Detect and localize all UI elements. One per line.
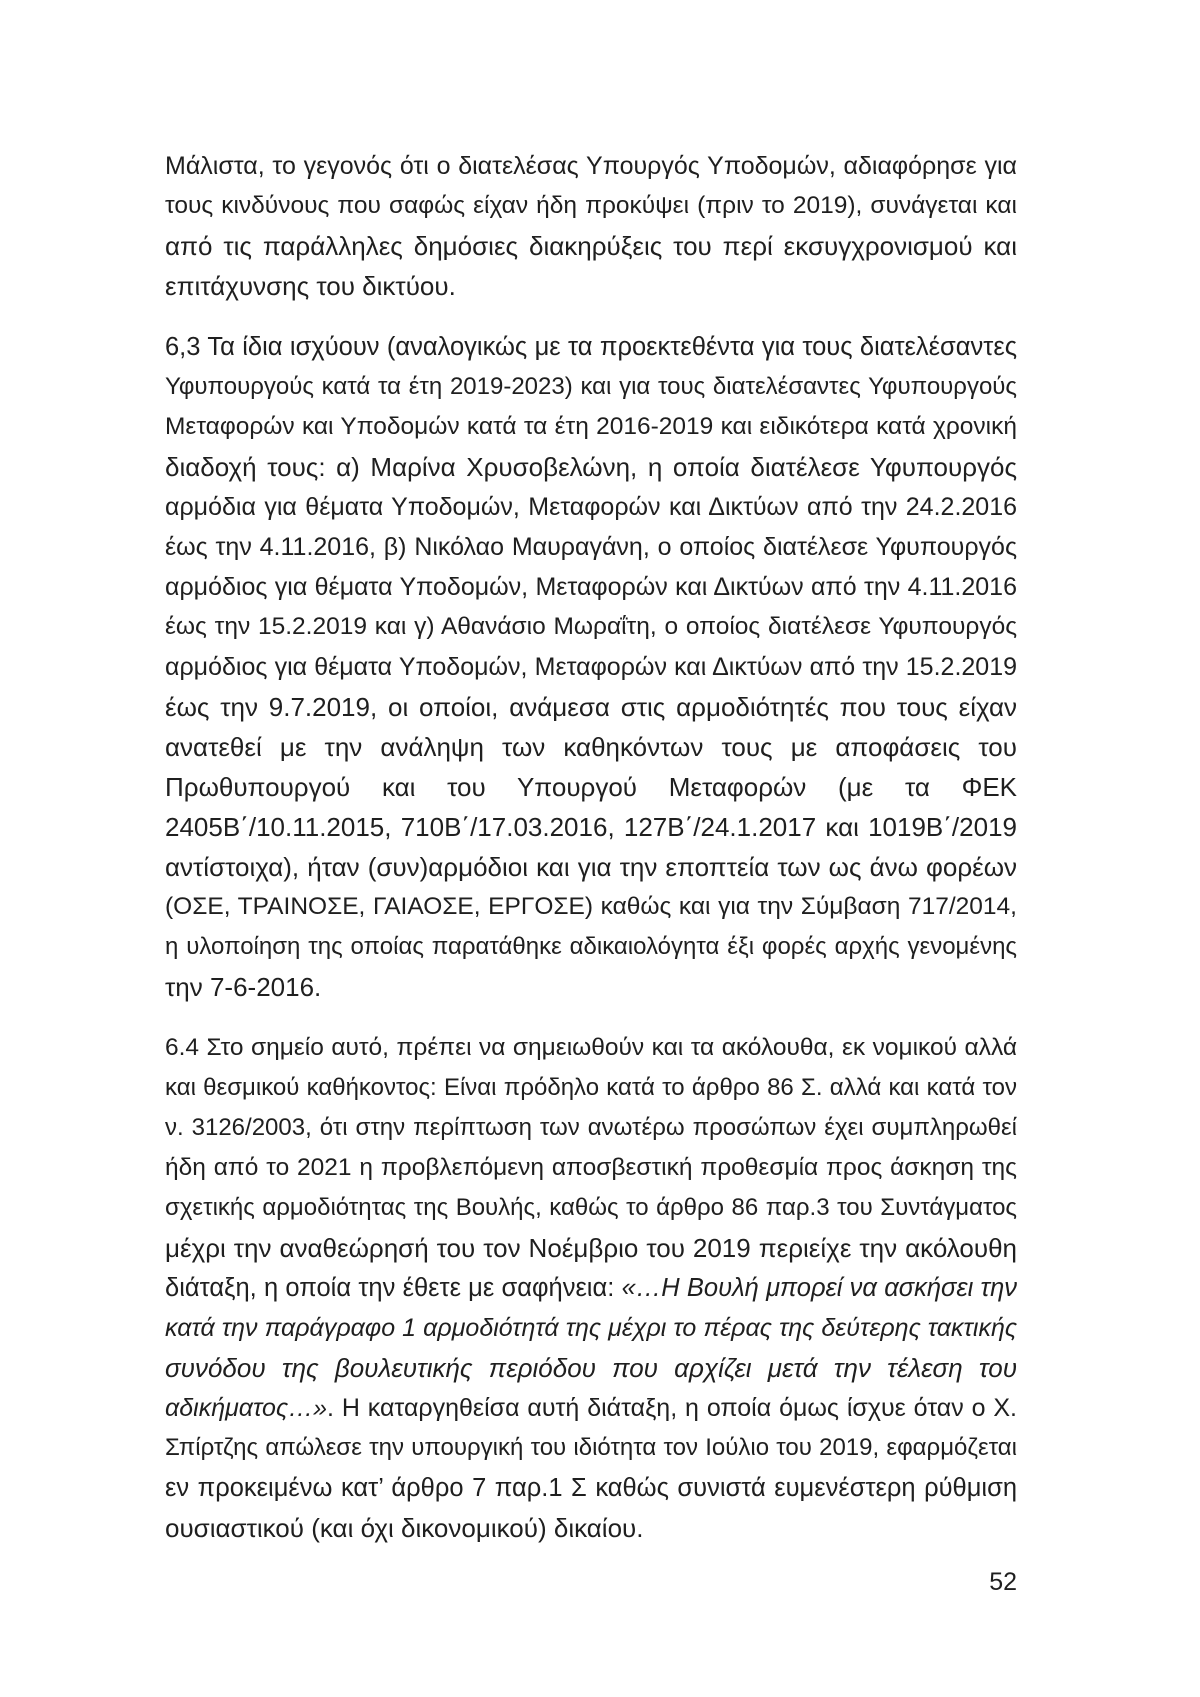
text-segment: εν προκειμένω κατ’ άρθρο 7 παρ.1 Σ καθώς συνιστά ευμενέστερη ρύθμιση xyxy=(165,1474,1017,1502)
text-segment: αρμόδιος για θέματα Υποδομών, Μεταφορών και Δικτύων από την 15.2.2019 xyxy=(165,653,1017,681)
quoted-italic-text: αδικήματος…» xyxy=(165,1394,327,1422)
text-line xyxy=(165,1148,1017,1188)
page-number: 52 xyxy=(989,1568,1017,1596)
text-segment: Μάλιστα, το γεγονός ότι ο διατελέσας Υπουργός Υποδομών, αδιαφόρησε για xyxy=(165,152,1017,180)
text-segment: επιτάχυνσης του δικτύου. xyxy=(165,271,456,301)
text-segment: Πρωθυπουργού και του Υπουργού Μεταφορών (με τα ΦΕΚ xyxy=(165,772,1017,802)
text-line xyxy=(165,266,1017,306)
text-line xyxy=(165,226,1017,266)
text-line xyxy=(165,407,1017,447)
text-segment: αρμόδιος για θέματα Υποδομών, Μεταφορών και Δικτύων από την 4.11.2016 xyxy=(165,573,1017,601)
text-segment: 2405Β΄/10.11.2015, 710Β΄/17.03.2016, 127Β΄/24.1.2017 και 1019Β΄/2019 xyxy=(165,812,1017,842)
text-line xyxy=(165,1108,1017,1148)
text-segment: έως την 9.7.2019, οι οποίοι, ανάμεσα στις αρμοδιότητές που τους είχαν xyxy=(165,692,1017,722)
text-line xyxy=(165,647,1017,687)
text-segment: διαδοχή τους: α) Μαρίνα Χρυσοβελώνη, η οποία διατέλεσε Υφυπουργός xyxy=(165,452,1017,482)
text-line xyxy=(165,727,1017,767)
text-line xyxy=(165,367,1017,407)
text-line xyxy=(165,1228,1017,1268)
text-line xyxy=(165,847,1017,887)
text-segment: και θεσμικού καθήκοντος: Είναι πρόδηλο κατά το άρθρο 86 Σ. αλλά και κατά τον xyxy=(165,1074,1017,1101)
text-line xyxy=(165,1428,1017,1468)
text-segment: διάταξη, η οποία την έθετε με σαφήνεια: xyxy=(165,1274,622,1302)
text-line xyxy=(165,687,1017,727)
text-line xyxy=(165,1188,1017,1228)
text-segment: ήδη από το 2021 η προβλεπόμενη αποσβεστική προθεσμία προς άσκηση της xyxy=(165,1154,1017,1181)
text-line xyxy=(165,567,1017,607)
text-segment: 6.4 Στο σημείο αυτό, πρέπει να σημειωθούν και τα ακόλουθα, εκ νομικού αλλά xyxy=(165,1034,1017,1061)
paragraph xyxy=(165,1028,1017,1548)
text-segment: μέχρι την αναθεώρησή του τον Νοέμβριο του 2019 περιείχε την ακόλουθη xyxy=(165,1233,1017,1263)
text-segment: ανατεθεί με την ανάληψη των καθηκόντων τους με αποφάσεις του xyxy=(165,732,1017,762)
text-line xyxy=(165,186,1017,226)
text-line xyxy=(165,327,1017,367)
text-segment: Σπίρτζης απώλεσε την υπουργική του ιδιότητα τον Ιούλιο του 2019, εφαρμόζεται xyxy=(165,1434,1017,1461)
text-line xyxy=(165,767,1017,807)
text-segment: από τις παράλληλες δημόσιες διακηρύξεις του περί εκσυγχρονισμού και xyxy=(165,231,1017,261)
text-line xyxy=(165,927,1017,967)
text-segment: σχετικής αρμοδιότητας της Βουλής, καθώς το άρθρο 86 παρ.3 του Συντάγματος xyxy=(165,1194,1017,1221)
text-segment: αρμόδια για θέματα Υποδομών, Μεταφορών και Δικτύων από την 24.2.2016 xyxy=(165,493,1017,521)
text-line xyxy=(165,607,1017,647)
text-line xyxy=(165,1268,1017,1308)
text-line xyxy=(165,487,1017,527)
text-segment: η υλοποίηση της οποίας παρατάθηκε αδικαιολόγητα έξι φορές αρχής γενομένης xyxy=(165,933,1017,960)
text-line xyxy=(165,1388,1017,1428)
text-segment: Μεταφορών και Υποδομών κατά τα έτη 2016-2019 και ειδικότερα κατά χρονική xyxy=(165,413,1017,440)
text-line xyxy=(165,1508,1017,1548)
quoted-italic-text: «…Η Βουλή μπορεί να ασκήσει την xyxy=(621,1274,1017,1302)
text-segment: έως την 15.2.2019 και γ) Αθανάσιο Μωραΐτη, ο οποίος διατέλεσε Υφυπουργός xyxy=(165,613,1017,640)
text-line xyxy=(165,1348,1017,1388)
paragraph xyxy=(165,146,1017,306)
text-line xyxy=(165,807,1017,847)
text-line xyxy=(165,1068,1017,1108)
text-segment: τους κινδύνους που σαφώς είχαν ήδη προκύψει (πριν το 2019), συνάγεται και xyxy=(165,192,1017,219)
text-line xyxy=(165,1308,1017,1348)
text-line xyxy=(165,967,1017,1007)
text-segment: ν. 3126/2003, ότι στην περίπτωση των ανωτέρω προσώπων έχει συμπληρωθεί xyxy=(165,1114,1017,1141)
text-line xyxy=(165,1028,1017,1068)
text-segment: Υφυπουργούς κατά τα έτη 2019-2023) και για τους διατελέσαντες Υφυπουργούς xyxy=(165,373,1017,400)
quoted-italic-text: κατά την παράγραφο 1 αρμοδιότητά της μέχρι το πέρας της δεύτερης τακτικής xyxy=(165,1314,1017,1342)
text-segment: (ΟΣΕ, ΤΡΑΙΝΟΣΕ, ΓΑΙΑΟΣΕ, ΕΡΓΟΣΕ) καθώς και για την Σύμβαση 717/2014, xyxy=(165,893,1017,920)
paragraph xyxy=(165,327,1017,1007)
text-line xyxy=(165,887,1017,927)
text-segment: . Η καταργηθείσα αυτή διάταξη, η οποία όμως ίσχυε όταν ο Χ. xyxy=(327,1394,1017,1422)
text-segment: έως την 4.11.2016, β) Νικόλαο Μαυραγάνη, ο οποίος διατέλεσε Υφυπουργός xyxy=(165,533,1017,561)
text-line xyxy=(165,146,1017,186)
text-segment: αντίστοιχα), ήταν (συν)αρμόδιοι και για την εποπτεία των ως άνω φορέων xyxy=(165,852,1017,882)
text-line xyxy=(165,447,1017,487)
text-segment: 6,3 Τα ίδια ισχύουν (αναλογικώς με τα προεκτεθέντα για τους διατελέσαντες xyxy=(165,333,1017,361)
text-segment: ουσιαστικού (και όχι δικονομικού) δικαίου. xyxy=(165,1513,644,1543)
document-body xyxy=(165,146,1017,1548)
text-line xyxy=(165,527,1017,567)
text-segment: την 7-6-2016. xyxy=(165,972,322,1002)
text-line xyxy=(165,1468,1017,1508)
quoted-italic-text: συνόδου της βουλευτικής περιόδου που αρχίζει μετά την τέλεση του xyxy=(165,1353,1017,1383)
